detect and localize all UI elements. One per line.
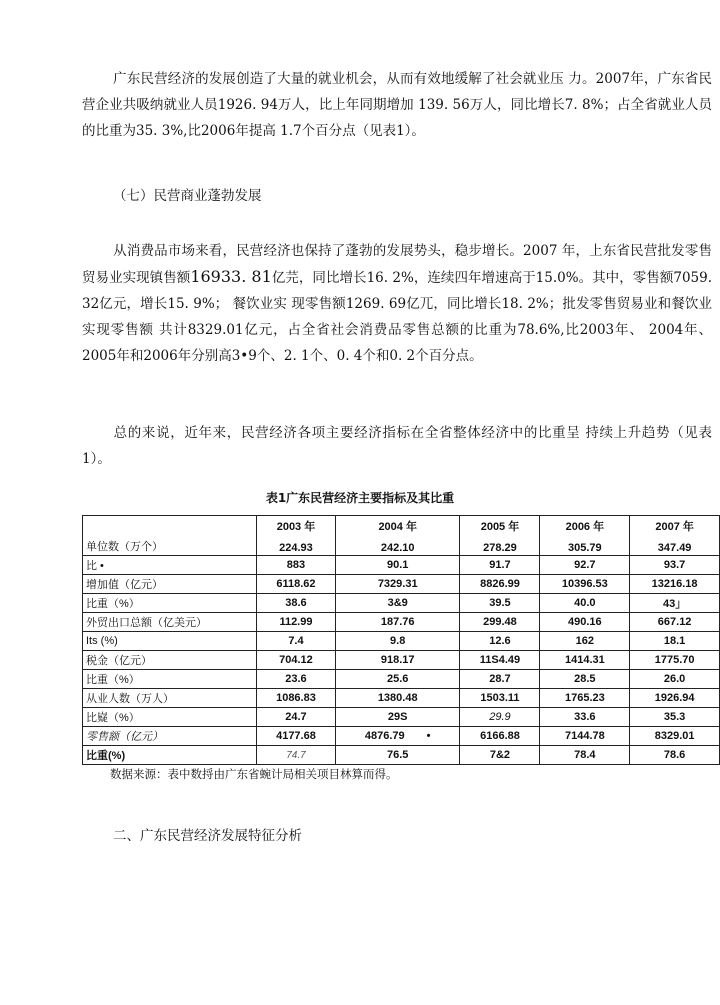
table-caption: 表1广东民营经济主要指标及其比重	[265, 491, 455, 505]
table-cell: 1380.48	[335, 689, 460, 708]
table-cell: 91.7	[460, 556, 540, 575]
table-source-note: 数据来源：表中数捋由广东省蜿计局相关项目林算而得。	[110, 767, 398, 781]
stray-mark: •	[426, 730, 431, 742]
table-cell: 93.7	[630, 556, 720, 575]
table-cell: 25.6	[335, 670, 460, 689]
subheading-commerce: （七）民营商业蓬勃发展	[113, 188, 262, 204]
table-cell: 12.6	[460, 632, 540, 651]
table-cell: 162	[540, 632, 630, 651]
table-cell: 8826.99	[460, 575, 540, 594]
table-cell: 1503.11	[460, 689, 540, 708]
table-cell: 7329.31	[335, 575, 460, 594]
table-cell-2005	[460, 516, 540, 556]
table-cell-2007	[630, 516, 720, 556]
table-cell-label: 比嶷（%）	[83, 708, 257, 727]
table-cell: 40.0	[540, 594, 630, 613]
table-cell-2004	[335, 516, 460, 556]
table-row	[83, 575, 720, 594]
table-row	[83, 708, 720, 727]
paragraph-summary	[82, 420, 712, 472]
table-cell-label: 单位数（万个）	[83, 516, 257, 556]
table-cell: 35.3	[630, 708, 720, 727]
table-cell: 24.7	[257, 708, 336, 727]
table-cell-2003	[257, 516, 336, 556]
table-cell-label: 零售额（亿元）	[83, 727, 257, 746]
table-cell: 7&2	[460, 746, 540, 765]
table-cell: 883	[257, 556, 336, 575]
table-cell: 6118.62	[257, 575, 336, 594]
table-cell: 8329.01	[630, 727, 720, 746]
paragraph-consumer-text-a: 从消费品市场来看，民营经济也保持了蓬勃的发展势头，稳步增长。2007 年，上东省民营批发零售贸易业实现镇售额	[82, 243, 712, 286]
table-cell: 78.6	[630, 746, 720, 765]
paragraph-consumer-market	[82, 238, 712, 369]
table-row	[83, 613, 720, 632]
table-cell: 11S4.49	[460, 651, 540, 670]
table-cell: 1086.83	[257, 689, 336, 708]
table-row	[83, 727, 720, 746]
table-cell: 33.6	[540, 708, 630, 727]
table-cell: 90.1	[335, 556, 460, 575]
paragraph-consumer-text-b: 亿芫，同比增长16. 2%，连续四年增速高于15.0%。其中，零售额7059. 32亿元，增长15. 9%； 餐饮业实 现零售额1269. 69亿兀，同比增长18. 2%；批发零售贸易业和餐饮业实现零售额 共计8329.01亿元，占全省社会消费品零售总额的比重为78.6%,比2003年、 2004年、2005年和2006年分别高3•9个、2. 1个、0. 4个和0. 2个百分点。	[82, 270, 712, 364]
table-cell-label: 增加值（亿元）	[83, 575, 257, 594]
table-cell-label: Its (%)	[83, 632, 257, 651]
table-cell-label: 税金（亿元）	[83, 651, 257, 670]
table-cell: 6166.88	[460, 727, 540, 746]
table-cell: 29S	[335, 708, 460, 727]
year-header-2006: 2006 年	[565, 521, 605, 533]
table-cell: 7.4	[257, 632, 336, 651]
table-cell: 13216.18	[630, 575, 720, 594]
table-row	[83, 516, 720, 556]
table-cell: 299.48	[460, 613, 540, 632]
table-cell: 704.12	[257, 651, 336, 670]
indicator-table	[82, 515, 720, 765]
table-cell: 1414.31	[540, 651, 630, 670]
cell-value: 224.93	[279, 542, 313, 554]
table-row	[83, 632, 720, 651]
table-row	[83, 746, 720, 765]
cell-value: 4876.79	[364, 730, 405, 742]
table-cell: 29.9	[460, 708, 540, 727]
table-cell-label: 从业人数（万人）	[83, 689, 257, 708]
table-cell: 112.99	[257, 613, 336, 632]
year-header-2005: 2005 年	[480, 521, 520, 533]
table-cell: 10396.53	[540, 575, 630, 594]
table-cell: 1775.70	[630, 651, 720, 670]
year-header-2003: 2003 年	[276, 521, 316, 533]
table-cell-label: 比重(%)	[83, 746, 257, 765]
cell-value: 278.29	[483, 542, 517, 554]
sales-figure: 16933. 81	[190, 267, 272, 286]
table-cell: 7144.78	[540, 727, 630, 746]
table-cell: 9.8	[335, 632, 460, 651]
paragraph-employment	[82, 66, 712, 144]
table-cell: 23.6	[257, 670, 336, 689]
table-cell: 28.7	[460, 670, 540, 689]
paragraph-summary-text: 总的来说，近年来，民营经济各项主要经济指标在全省整体经济中的比重呈 持续上升趋势（见表1）。	[82, 425, 712, 467]
table-row	[83, 670, 720, 689]
table-cell-label: 比 •	[83, 556, 257, 575]
table-cell: 490.16	[540, 613, 630, 632]
table-cell: 76.5	[335, 746, 460, 765]
table-cell: 43」	[630, 594, 720, 613]
table-cell-2006	[540, 516, 630, 556]
table-row	[83, 689, 720, 708]
table-row	[83, 651, 720, 670]
table-row	[83, 556, 720, 575]
table-cell: 187.76	[335, 613, 460, 632]
section-heading: 二、广东民营经济发展特征分析	[113, 828, 302, 844]
table-cell: 39.5	[460, 594, 540, 613]
table-cell: 28.5	[540, 670, 630, 689]
table-cell: 74.7	[257, 746, 336, 765]
table-cell: 92.7	[540, 556, 630, 575]
table-cell: 3&9	[335, 594, 460, 613]
table-cell: 667.12	[630, 613, 720, 632]
table-cell: 78.4	[540, 746, 630, 765]
cell-value: 242.10	[380, 542, 415, 554]
table-cell: 26.0	[630, 670, 720, 689]
table-cell	[335, 727, 460, 746]
table-cell: 18.1	[630, 632, 720, 651]
table-cell-label: 比重（%）	[83, 594, 257, 613]
year-header-2007: 2007 年	[655, 521, 694, 533]
table-cell: 4177.68	[257, 727, 336, 746]
table-cell: 918.17	[335, 651, 460, 670]
table-cell-label: 比重（%）	[83, 670, 257, 689]
table-cell: 1926.94	[630, 689, 720, 708]
year-header-2004: 2004 年	[378, 521, 417, 533]
cell-value: 305.79	[568, 542, 602, 554]
table-cell: 38.6	[257, 594, 336, 613]
table-row	[83, 594, 720, 613]
table-cell-label: 外贸出口总额（亿美元）	[83, 613, 257, 632]
cell-value: 347.49	[657, 542, 692, 554]
table-cell: 1765.23	[540, 689, 630, 708]
paragraph-employment-text: 广东民营经济的发展创造了大量的就业机会，从而有效地缓解了社会就业压 力。2007年，广东省民营企业共吸纳就业人员1926. 94万人，比上年同期增加 139. 56万人，同比增长7. 8%；占全省就业人员的比重为35. 3%,比2006年提高 1.7个百分点（见表1）。	[82, 71, 712, 139]
